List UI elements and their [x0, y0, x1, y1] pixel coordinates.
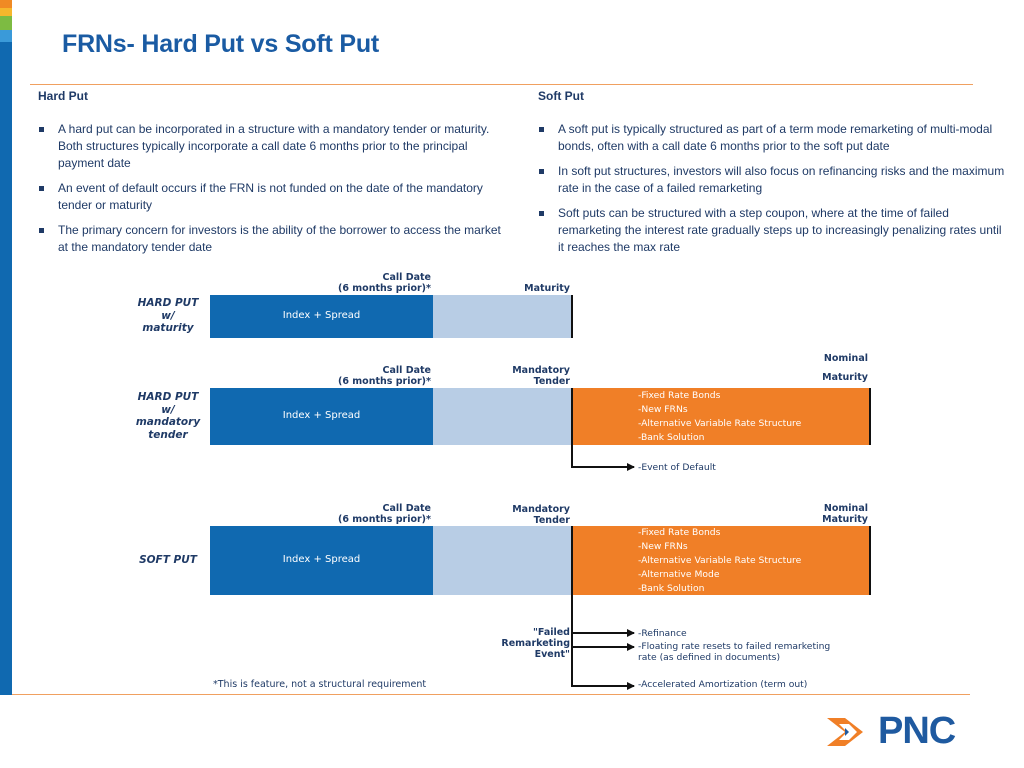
option-item: -Alternative Variable Rate Structure	[638, 555, 802, 566]
option-item: -Alternative Variable Rate Structure	[638, 418, 802, 429]
option-item: -Bank Solution	[638, 432, 705, 443]
list-item: In soft put structures, investors will also focus on refinancing risks and the maximum rate in the case of a failed remarketing	[538, 163, 1008, 197]
list-item: An event of default occurs if the FRN is not funded on the date of the mandatory tender or maturity	[38, 180, 508, 214]
row1-block-label: Index + Spread	[282, 310, 361, 321]
row3-failed-remarketing-label: "Failed Remarketing Event"	[501, 627, 570, 660]
row3-nominal-maturity-label: Nominal Maturity	[822, 503, 868, 525]
footer-divider	[12, 694, 970, 695]
row2-block-label: Index + Spread	[282, 410, 361, 421]
pnc-logo-icon	[825, 712, 869, 752]
row2-event-of-default: -Event of Default	[638, 462, 716, 473]
list-item: Soft puts can be structured with a step coupon, where at the time of failed remarketing the interest rate gradually steps up to increasingly penalizing rates until it reaches the max rate	[538, 205, 1008, 256]
option-item: -New FRNs	[638, 541, 688, 552]
row2-maturity-label: Maturity	[822, 372, 868, 383]
row3-outcome-floating-reset: -Floating rate resets to failed remarketing rate (as defined in documents)	[638, 641, 831, 663]
list-item: A hard put can be incorporated in a structure with a mandatory tender or maturity. Both structures typically incorporate a call date 6 months prior to the principal payment date	[38, 121, 508, 172]
option-item: -Bank Solution	[638, 583, 705, 594]
soft-put-heading: Soft Put	[538, 89, 584, 103]
row1-maturity-label: Maturity	[524, 283, 570, 294]
row3-mandatory-tender-label: Mandatory Tender	[512, 504, 570, 526]
row2-nominal-label: Nominal	[823, 353, 868, 364]
row2-side-label: HARD PUT w/ mandatory tender	[135, 391, 201, 441]
row3-side-label: SOFT PUT	[139, 554, 197, 566]
row3-block-label: Index + Spread	[282, 554, 361, 565]
row3-outcome-term-out: -Accelerated Amortization (term out)	[638, 679, 808, 690]
list-item: The primary concern for investors is the ability of the borrower to access the market at the mandatory tender date	[38, 222, 508, 256]
row1-call-date-label: Call Date (6 months prior)*	[338, 272, 431, 294]
row3-call-date-label: Call Date (6 months prior)*	[338, 503, 431, 525]
option-item: -New FRNs	[638, 404, 688, 415]
footnote: *This is feature, not a structural requirement	[213, 679, 427, 690]
option-item: -Alternative Mode	[638, 569, 720, 580]
list-item: A soft put is typically structured as part of a term mode remarketing of multi-modal bonds, often with a call date 6 months prior to the soft put date	[538, 121, 1008, 155]
option-item: -Fixed Rate Bonds	[638, 527, 721, 538]
row2-mandatory-tender-label: Mandatory Tender	[512, 365, 570, 387]
hard-put-heading: Hard Put	[38, 89, 89, 103]
row2-call-date-label: Call Date (6 months prior)*	[338, 365, 431, 387]
pnc-logo-text: PNC	[878, 710, 956, 752]
pnc-logo	[825, 712, 869, 757]
page-title: FRNs- Hard Put vs Soft Put	[62, 30, 380, 58]
row1-side-label: HARD PUT w/ maturity	[137, 297, 199, 334]
row3-outcome-refinance: -Refinance	[638, 628, 687, 639]
option-item: -Fixed Rate Bonds	[638, 390, 721, 401]
